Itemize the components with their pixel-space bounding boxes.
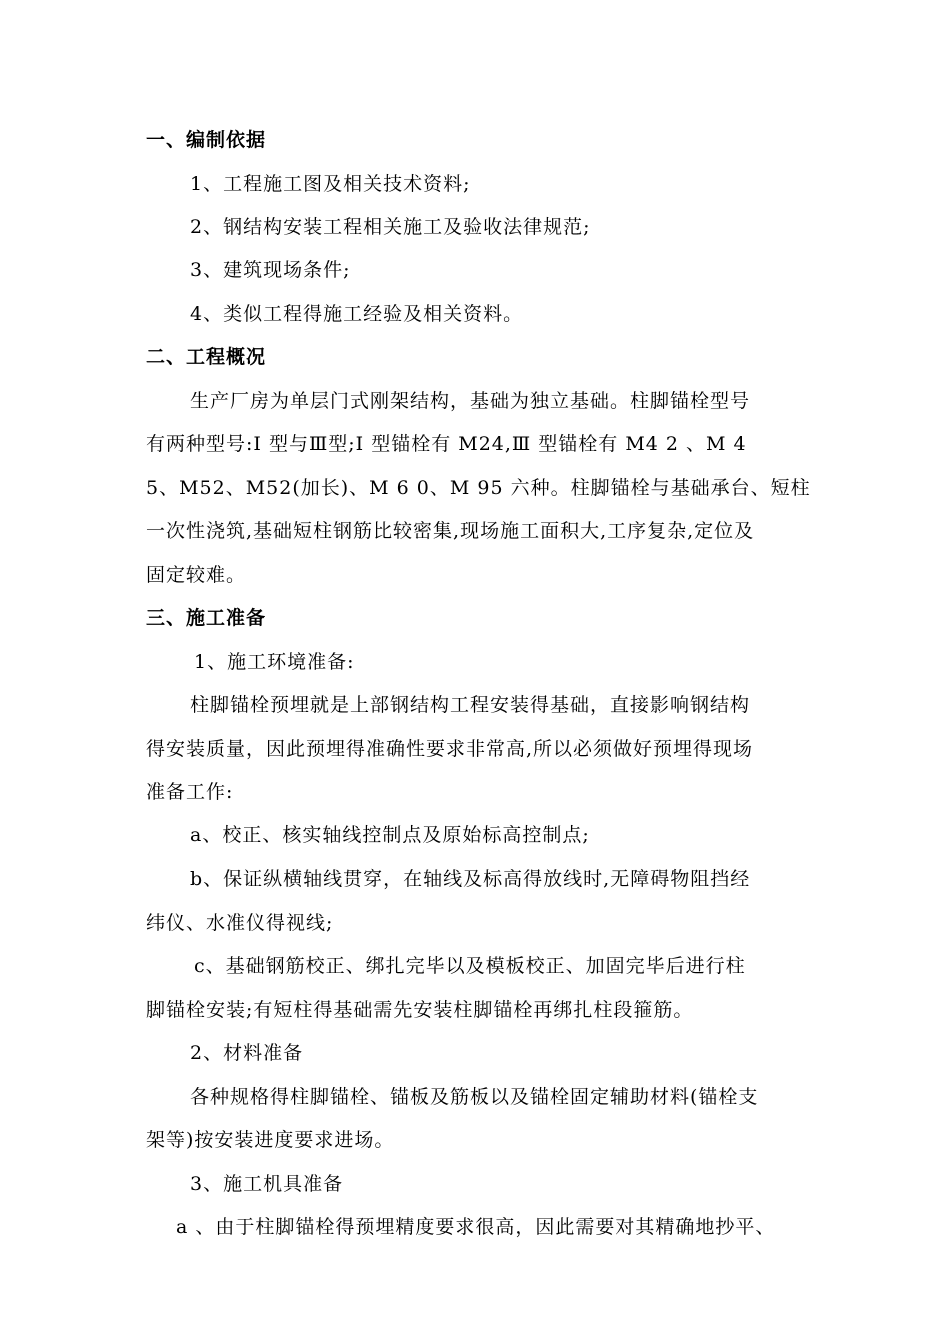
paragraph-line: 生产厂房为单层门式刚架结构，基础为独立基础。柱脚锚栓型号: [190, 390, 751, 412]
list-item: 4、类似工程得施工经验及相关资料。: [190, 303, 524, 325]
list-item: a 、由于柱脚锚栓得预埋精度要求很高，因此需要对其精确地抄平、: [176, 1216, 776, 1238]
paragraph-line: 纬仪、水准仪得视线;: [146, 912, 334, 934]
subsection-title: 3、施工机具准备: [190, 1173, 344, 1195]
paragraph-line: 固定较难。: [146, 564, 247, 586]
paragraph-line: 柱脚锚栓预埋就是上部钢结构工程安装得基础，直接影响钢结构: [190, 694, 751, 716]
list-item: 1、工程施工图及相关技术资料;: [190, 173, 471, 195]
paragraph-line: 有两种型号:Ⅰ 型与Ⅲ型;Ⅰ 型锚栓有 M24,Ⅲ 型锚栓有 M4 2 、M 4: [146, 433, 747, 455]
section-heading-1: 一、编制依据: [146, 129, 267, 151]
subsection-title: 2、材料准备: [190, 1042, 304, 1064]
paragraph-line: 5、M52、M52(加长)、M 6 0、M 95 六种。柱脚锚栓与基础承台、短柱: [146, 477, 811, 499]
list-item: c、基础钢筋校正、绑扎完毕以及模板校正、加固完毕后进行柱: [194, 955, 746, 977]
list-item: 3、建筑现场条件;: [190, 259, 351, 281]
subsection-title: 1、施工环境准备:: [194, 651, 355, 673]
paragraph-line: 各种规格得柱脚锚栓、锚板及筋板以及锚栓固定辅助材料(锚栓支: [190, 1086, 759, 1108]
paragraph-line: 一次性浇筑,基础短柱钢筋比较密集,现场施工面积大,工序复杂,定位及: [146, 520, 755, 542]
paragraph-line: 脚锚栓安装;有短柱得基础需先安装柱脚锚栓再绑扎柱段箍筋。: [146, 999, 694, 1021]
list-item: 2、钢结构安装工程相关施工及验收法律规范;: [190, 216, 591, 238]
paragraph-line: 准备工作:: [146, 781, 234, 803]
section-heading-2: 二、工程概况: [146, 346, 267, 368]
list-item: a、校正、核实轴线控制点及原始标高控制点;: [190, 824, 590, 846]
section-heading-3: 三、施工准备: [146, 607, 267, 629]
list-item: b、保证纵横轴线贯穿，在轴线及标高得放线时,无障碍物阻挡经: [190, 868, 751, 890]
paragraph-line: 架等)按安装进度要求进场。: [146, 1129, 395, 1151]
paragraph-line: 得安装质量，因此预埋得准确性要求非常高,所以必须做好预埋得现场: [146, 738, 754, 760]
